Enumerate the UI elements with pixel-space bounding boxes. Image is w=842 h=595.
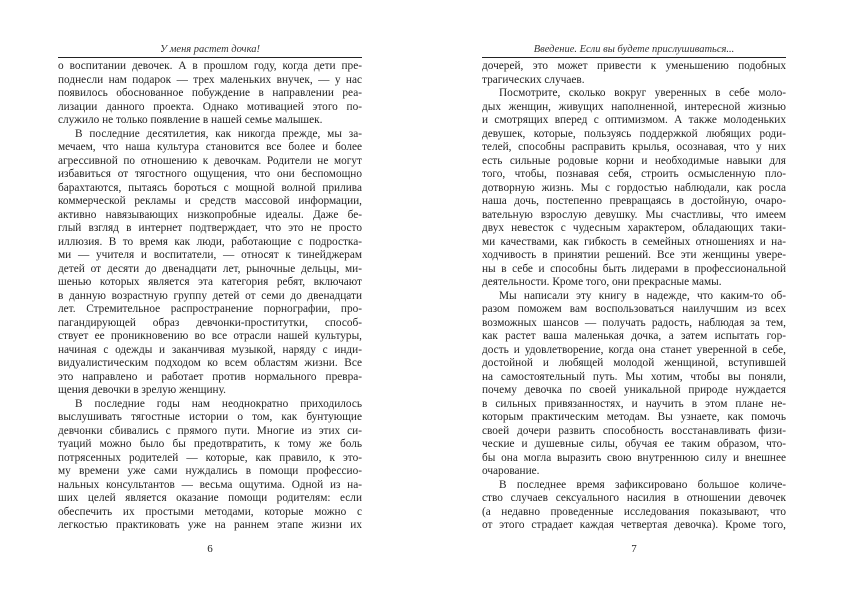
text-line: лет. Стремительное распространение порнографии, про- [58, 303, 362, 315]
text-line: как растет ваша маленькая дочка, а затем испытать гор- [482, 330, 786, 342]
text-line: активно навязывающих низкопробные идеалы. Даже бе- [58, 208, 362, 221]
text-line: дочерей, это может привести к уменьшению подобных [482, 60, 786, 72]
right-page [482, 0, 786, 595]
text-line: двух невесток с чудесным характером, обладающих таки- [482, 222, 786, 234]
text-line: деятельности. Кроме того, они прекрасные мамы. [482, 276, 722, 288]
text-line: му времени уже сами нуждались в помощи профессио- [58, 465, 362, 477]
text-line: дость и удовлетворение, когда она станет уверенной в себе, [482, 343, 786, 356]
text-line: вательную взрослую девушку. Мы счастливы, что имеем [482, 208, 786, 221]
text-line: которым практическим методам. Вы узнаете, как помочь [482, 411, 786, 423]
text-line: возможных шансов — получать радость, наблюдая за тем, [482, 316, 786, 329]
text-line: (а недавно проведенные исследования показывают, что [482, 505, 786, 518]
page-number: 6 [207, 543, 213, 555]
text-line: наша дочь, постепенно превращаясь в достойную, очаро- [482, 195, 786, 207]
text-line: ходчивость в принятии решений. Все эти женщины увере- [482, 249, 786, 261]
text-line: потрясенных родителей — которые, как правило, к это- [58, 451, 362, 464]
text-line: появилось обоснованное побуждение в направлении реа- [58, 87, 362, 99]
text-line: о воспитании девочек. А в прошлом году, когда дети пре- [58, 60, 362, 72]
text-line: избавиться от тягостного ощущения, что они беспомощно [58, 168, 362, 180]
text-line: обеспечить их простыми методами, которые можно с [58, 505, 362, 518]
text-line: дых женщин, живущих наполненной, интересной жизнью [482, 100, 786, 113]
text-line: от этого страдает каждая четвертая девочка). Кроме того, [482, 519, 786, 531]
text-line: ших целей является оказание помощи родителям: если [58, 492, 362, 504]
text-line: коммерческой рекламы и средств массовой информации, [58, 195, 362, 207]
left-page [58, 0, 362, 595]
text-line: телей, способны расправить крылья, осознавая, что у них [482, 141, 786, 153]
text-line: видуалистическим подходом ко всем областям жизни. Все [58, 357, 362, 369]
text-line: Мы написали эту книгу в надежде, что каким-то об- [499, 289, 786, 302]
text-line: выслушивать тягостные истории о том, как бунтующие [58, 411, 362, 423]
text-line: начиная с одежды и заканчивая музыкой, наряду с инди- [58, 343, 362, 356]
text-line: иллюзия. В то время как люди, работающие с подростка- [58, 235, 362, 248]
paragraph [58, 398, 362, 533]
paragraph [58, 60, 362, 128]
text-line: почему девочка по своей уникальной природе нуждается [482, 384, 786, 396]
page-body [482, 60, 786, 533]
text-line: служило не только появление в нашей семье малышек. [58, 114, 323, 126]
paragraph [482, 479, 786, 533]
running-header: У меня растет дочка! [160, 44, 260, 55]
page-number: 7 [631, 543, 637, 555]
text-line: агрессивной по отношению к девочкам. Родители не могут [58, 154, 362, 167]
text-line: бы она могла выразить свою внутреннюю силу и внешнее [482, 451, 786, 464]
text-line: и смотрящих вперед с оптимизмом. А также молоденьких [482, 114, 786, 126]
text-line: своей дочери развить способность восстанавливать физи- [482, 424, 786, 437]
text-line: В последнее время зафиксировано большое количе- [499, 478, 786, 491]
text-line: ми качествами, как гибкость в семейных отношениях и на- [482, 235, 786, 248]
paragraph [482, 87, 786, 290]
running-header: Введение. Если вы будете прислушиваться... [533, 44, 735, 55]
text-line: нальных консультантов — весьма ощутима. Одной из на- [58, 478, 362, 491]
text-line: ми — учителя и воспитатели, — относят к тинейджерам [58, 249, 362, 261]
text-line: девушек, которые, пользуясь поддержкой любящих роди- [482, 127, 786, 140]
text-line: трагических случаев. [482, 73, 585, 86]
paragraph [482, 290, 786, 479]
text-line: ствует ее проникновению во все отрасли нашей культуры, [58, 330, 362, 342]
text-line: детей от десяти до двенадцати лет, рыночные дельцы, ми- [58, 262, 362, 275]
text-line: В последние годы нам неоднократно приходилось [75, 397, 362, 410]
text-line: дотворную жизнь. Мы с гордостью наблюдали, как росла [482, 181, 786, 194]
text-line: достойной и любящей молодой женщиной, вступившей [482, 357, 786, 369]
text-line: на самостоятельный путь. Мы хотим, чтобы вы поняли, [482, 370, 786, 383]
text-line: легкостью практиковать уже на раннем этапе жизни их [58, 519, 362, 531]
text-line: шенью которых является эта категория ребят, включают [58, 276, 362, 288]
text-line: туаций можно было бы предотвратить, к тому же боль [58, 438, 362, 450]
text-line: В последние десятилетия, как никогда прежде, мы за- [75, 127, 362, 140]
text-line: глый взгляд в интернет подтверждает, что это не просто [58, 222, 362, 234]
paragraph [58, 128, 362, 398]
text-line: это направлено и работает против нормального превра- [58, 370, 362, 383]
text-line: есть сильные родовые корни и необходимые навыки для [482, 154, 786, 167]
text-line: в сильных привязанностях, и научить в этом плане не- [482, 397, 786, 410]
text-line: ны в себе и способны быть лидерами в профессиональной [482, 262, 786, 275]
text-line: ство случаев сексуального насилия в отношении девочек [482, 492, 786, 504]
text-line: того, чтобы, познавая себя, строить осмысленную пло- [482, 168, 786, 180]
paragraph [482, 60, 786, 87]
text-line: поднесли нам подарок — трех маленьких внучек, — у нас [58, 73, 362, 86]
text-line: мечаем, что наша культура становится все более и более [58, 141, 362, 153]
text-line: щения девочки в зрелую женщину. [58, 384, 226, 396]
text-line: ческие и душевные силы, обучая ее таким образом, что- [482, 438, 786, 450]
header-rule [482, 57, 786, 58]
text-line: девчонки сбивались с прямого пути. Многие из этих си- [58, 424, 362, 437]
text-line: барахтаются, пытаясь бороться с мощной волной прилива [58, 181, 362, 194]
text-line: лизации данного проекта. Однако мотивацией этого по- [58, 100, 362, 113]
header-rule [58, 57, 362, 58]
text-line: очарование. [482, 465, 540, 477]
page-body [58, 60, 362, 533]
text-line: пагандирующей образ девчонки-проститутки, способ- [58, 316, 362, 329]
text-line: Посмотрите, сколько вокруг уверенных в себе моло- [499, 87, 786, 99]
text-line: в данную возрастную группу детей от семи до двенадцати [58, 289, 362, 302]
text-line: разом поможем вам воспользоваться наилучшим из всех [482, 303, 786, 315]
